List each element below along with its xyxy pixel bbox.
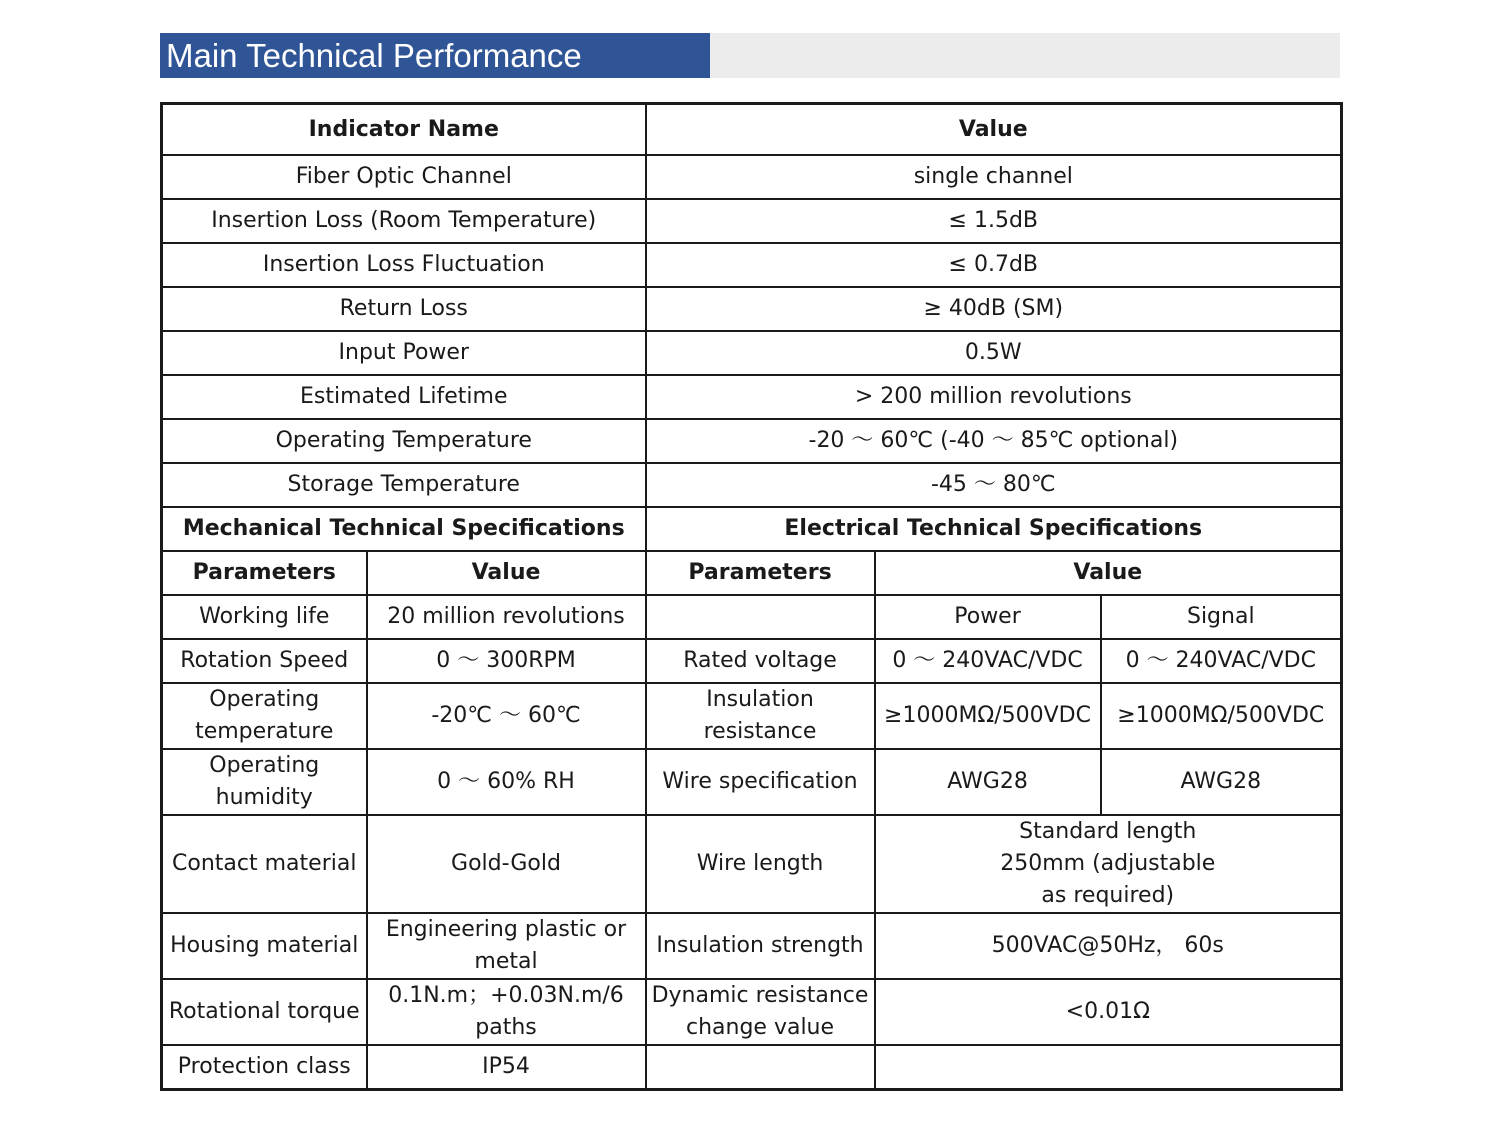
elec-param: Dynamic resistance change value bbox=[646, 979, 875, 1045]
title-box bbox=[160, 33, 710, 78]
sub-header-row bbox=[162, 551, 1342, 595]
row-name: Operating Temperature bbox=[162, 419, 646, 463]
row-name: Estimated Lifetime bbox=[162, 375, 646, 419]
elec-power-value: 0 ～ 240VAC/VDC bbox=[875, 639, 1101, 683]
table-header-row bbox=[162, 104, 1342, 156]
elec-param: Wire specification bbox=[646, 749, 875, 815]
table-row bbox=[162, 1045, 1342, 1090]
elec-value-empty bbox=[875, 1045, 1342, 1090]
row-name: Insertion Loss (Room Temperature) bbox=[162, 199, 646, 243]
table-row bbox=[162, 979, 1342, 1045]
elec-param: Rated voltage bbox=[646, 639, 875, 683]
table-row bbox=[162, 155, 1342, 199]
table-row bbox=[162, 243, 1342, 287]
elec-value: <0.01Ω bbox=[875, 979, 1342, 1045]
row-name: Storage Temperature bbox=[162, 463, 646, 507]
page-title: Main Technical Performance bbox=[166, 37, 582, 74]
spec-table bbox=[160, 102, 1343, 1091]
table-row bbox=[162, 419, 1342, 463]
mech-param: Rotation Speed bbox=[162, 639, 367, 683]
elec-signal-value: 0 ～ 240VAC/VDC bbox=[1101, 639, 1342, 683]
row-name: Fiber Optic Channel bbox=[162, 155, 646, 199]
table-row bbox=[162, 639, 1342, 683]
signal-header: Signal bbox=[1101, 595, 1342, 639]
elec-param: Insulation resistance bbox=[646, 683, 875, 749]
table-row bbox=[162, 913, 1342, 979]
mech-param: Rotational torque bbox=[162, 979, 367, 1045]
mech-value: IP54 bbox=[367, 1045, 646, 1090]
table-row bbox=[162, 683, 1342, 749]
elec-value: 500VAC@50Hz， 60s bbox=[875, 913, 1342, 979]
elec-param-empty bbox=[646, 595, 875, 639]
mech-value: Engineering plastic or metal bbox=[367, 913, 646, 979]
mech-param: Operating temperature bbox=[162, 683, 367, 749]
table-row bbox=[162, 331, 1342, 375]
table-row bbox=[162, 749, 1342, 815]
mechanical-section-title: Mechanical Technical Specifications bbox=[162, 507, 646, 551]
header-indicator-name: Indicator Name bbox=[162, 104, 646, 156]
elec-signal-value: AWG28 bbox=[1101, 749, 1342, 815]
table-row bbox=[162, 375, 1342, 419]
elec-param: Insulation strength bbox=[646, 913, 875, 979]
mech-value: 0 ～ 300RPM bbox=[367, 639, 646, 683]
table-row bbox=[162, 287, 1342, 331]
mech-value-header: Value bbox=[367, 551, 646, 595]
elec-power-value: AWG28 bbox=[875, 749, 1101, 815]
header-value: Value bbox=[646, 104, 1342, 156]
row-value: 0.5W bbox=[646, 331, 1342, 375]
mech-value: 0 ～ 60% RH bbox=[367, 749, 646, 815]
mech-param: Protection class bbox=[162, 1045, 367, 1090]
mech-value: Gold-Gold bbox=[367, 815, 646, 913]
power-header: Power bbox=[875, 595, 1101, 639]
table-row bbox=[162, 595, 1342, 639]
row-value: -45 ～ 80℃ bbox=[646, 463, 1342, 507]
row-name: Insertion Loss Fluctuation bbox=[162, 243, 646, 287]
mech-param: Working life bbox=[162, 595, 367, 639]
row-value: -20 ～ 60℃ (-40 ～ 85℃ optional) bbox=[646, 419, 1342, 463]
row-value: single channel bbox=[646, 155, 1342, 199]
row-value: ≤ 1.5dB bbox=[646, 199, 1342, 243]
mech-value: -20℃ ～ 60℃ bbox=[367, 683, 646, 749]
elec-power-value: ≥1000MΩ/500VDC bbox=[875, 683, 1101, 749]
mech-param: Housing material bbox=[162, 913, 367, 979]
elec-parameters-header: Parameters bbox=[646, 551, 875, 595]
table-row bbox=[162, 199, 1342, 243]
elec-signal-value: ≥1000MΩ/500VDC bbox=[1101, 683, 1342, 749]
row-name: Input Power bbox=[162, 331, 646, 375]
row-name: Return Loss bbox=[162, 287, 646, 331]
mech-param: Operating humidity bbox=[162, 749, 367, 815]
elec-param: Wire length bbox=[646, 815, 875, 913]
elec-value-header: Value bbox=[875, 551, 1342, 595]
mech-value: 0.1N.m；+0.03N.m/6 paths bbox=[367, 979, 646, 1045]
row-value: ≤ 0.7dB bbox=[646, 243, 1342, 287]
section-header-row bbox=[162, 507, 1342, 551]
row-value: > 200 million revolutions bbox=[646, 375, 1342, 419]
mech-value: 20 million revolutions bbox=[367, 595, 646, 639]
table-row bbox=[162, 463, 1342, 507]
electrical-section-title: Electrical Technical Specifications bbox=[646, 507, 1342, 551]
mech-param: Contact material bbox=[162, 815, 367, 913]
elec-value: Standard length 250mm (adjustable as required) bbox=[875, 815, 1342, 913]
mech-parameters-header: Parameters bbox=[162, 551, 367, 595]
elec-param-empty bbox=[646, 1045, 875, 1090]
title-bar bbox=[160, 33, 1340, 78]
table-row bbox=[162, 815, 1342, 913]
row-value: ≥ 40dB (SM) bbox=[646, 287, 1342, 331]
